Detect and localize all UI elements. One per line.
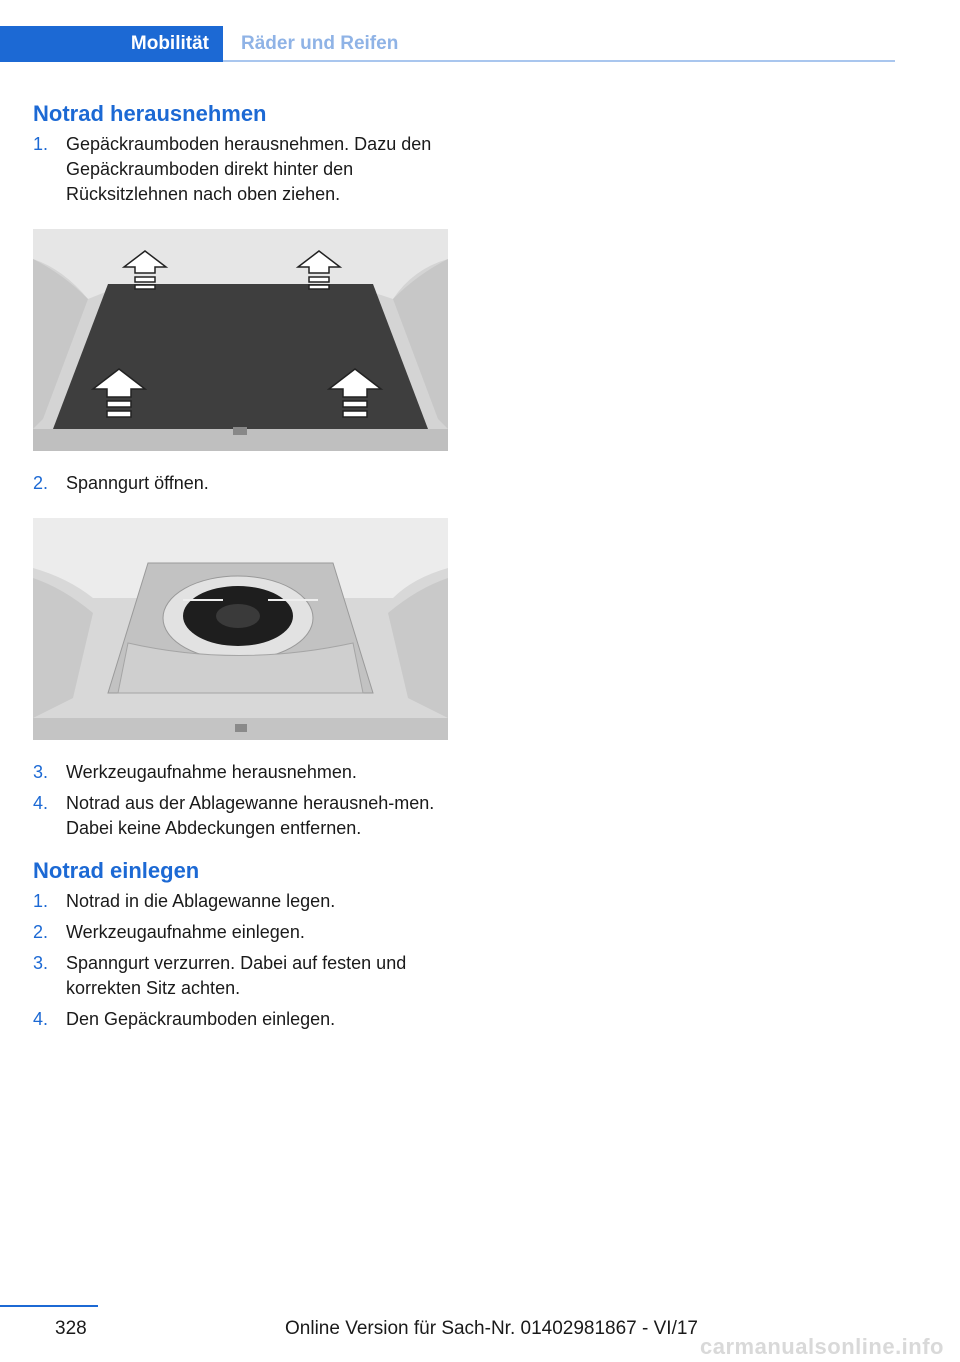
step-item xyxy=(33,1007,448,1032)
step-number: 2. xyxy=(33,922,49,942)
step-item xyxy=(33,889,448,914)
tab-raeder-und-reifen[interactable]: Räder und Reifen xyxy=(241,33,399,54)
step-number: 3. xyxy=(33,762,49,782)
step-text: Gepäckraumboden herausnehmen. Dazu den Gepäckraumboden direkt hinter den Rücksitzlehnen nach oben ziehen. xyxy=(66,134,432,204)
section-title-notrad-herausnehmen: Notrad herausnehmen xyxy=(33,101,267,126)
watermark: carmanualsonline.info xyxy=(700,1334,944,1359)
step-number: 4. xyxy=(33,1009,49,1029)
header-divider xyxy=(223,60,895,62)
tab-mobilitaet[interactable]: Mobilität xyxy=(0,26,223,62)
main-content xyxy=(33,100,448,1038)
step-text: Notrad in die Ablagewanne legen. xyxy=(66,891,336,911)
page-number: 328 xyxy=(55,1318,87,1339)
steps-list-herausnehmen-2 xyxy=(33,471,448,496)
spare-wheel-well-illustration xyxy=(33,518,448,740)
step-text: Den Gepäckraumboden einlegen. xyxy=(66,1009,336,1029)
step-item xyxy=(33,471,448,496)
steps-list-einlegen xyxy=(33,889,448,1032)
steps-list-herausnehmen-3 xyxy=(33,760,448,841)
step-text: Notrad aus der Ablagewanne herausneh‐men. Dabei keine Abdeckungen entfernen. xyxy=(66,793,435,838)
step-text: Werkzeugaufnahme herausnehmen. xyxy=(66,762,357,782)
section-title-notrad-einlegen: Notrad einlegen xyxy=(33,858,200,883)
step-item xyxy=(33,760,448,785)
step-text: Werkzeugaufnahme einlegen. xyxy=(66,922,305,942)
step-number: 4. xyxy=(33,793,49,813)
step-item xyxy=(33,951,448,1001)
steps-list-herausnehmen xyxy=(33,132,448,207)
section-notrad-einlegen xyxy=(33,857,448,1032)
online-version-note: Online Version für Sach-Nr. 01402981867 - VI/17 xyxy=(285,1318,698,1339)
step-item xyxy=(33,791,448,841)
step-item xyxy=(33,132,448,207)
step-text: Spanngurt öffnen. xyxy=(66,473,209,493)
header-bar xyxy=(0,26,895,62)
step-number: 3. xyxy=(33,953,49,973)
step-number: 2. xyxy=(33,473,49,493)
step-number: 1. xyxy=(33,134,49,154)
step-number: 1. xyxy=(33,891,49,911)
trunk-floor-illustration xyxy=(33,229,448,451)
page-number-rule xyxy=(0,1305,98,1307)
step-text: Spanngurt verzurren. Dabei auf festen und korrekten Sitz achten. xyxy=(66,953,407,998)
step-item xyxy=(33,920,448,945)
